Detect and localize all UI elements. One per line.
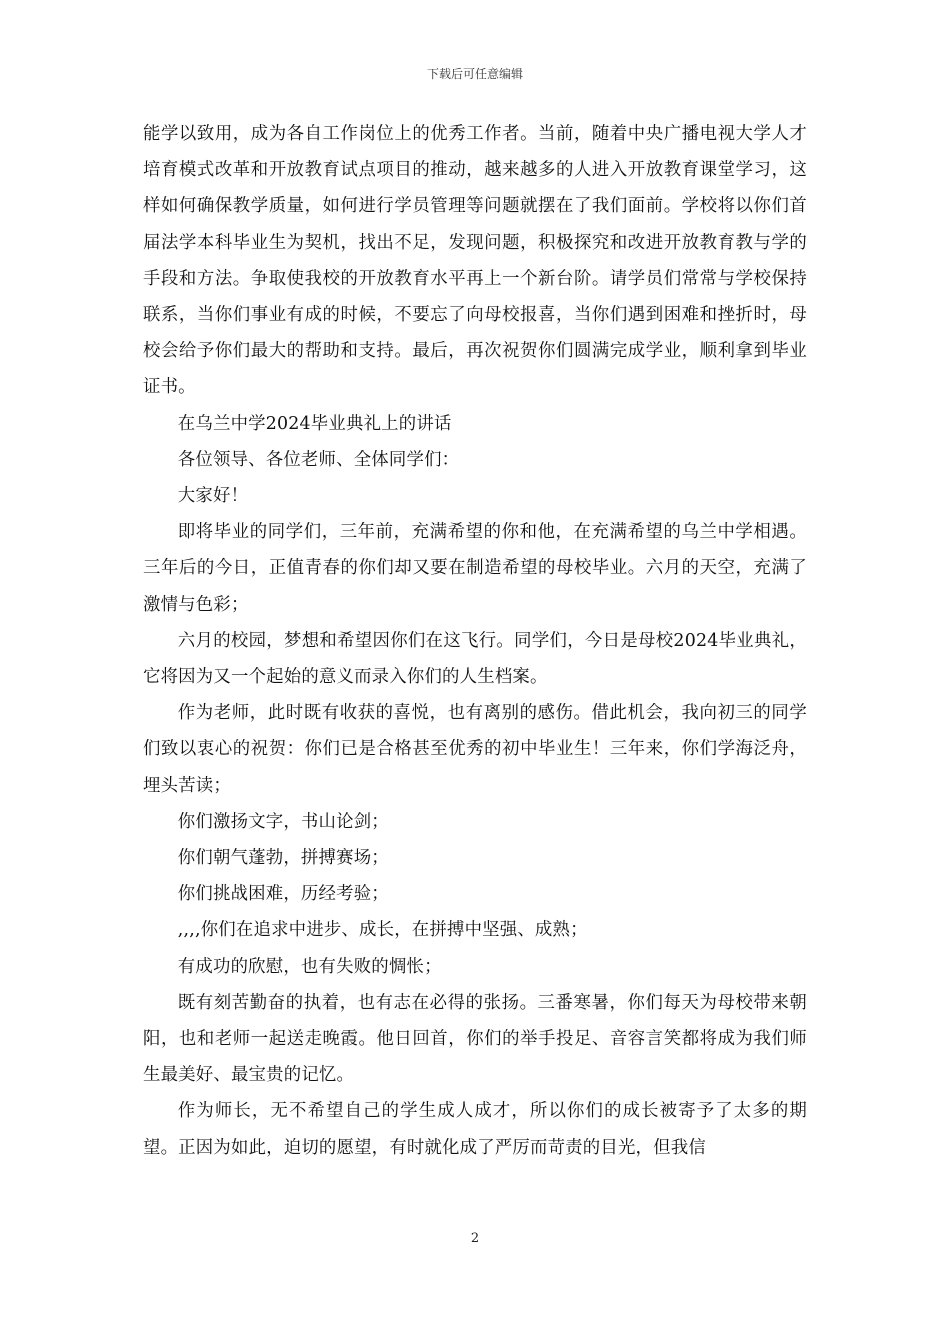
- paragraph: 作为老师，此时既有收获的喜悦，也有离别的感伤。借此机会，我向初三的同学们致以衷心的祝贺：你们已是合格甚至优秀的初中毕业生！三年来，你们学海泛舟，埋头苦读；: [143, 703, 807, 796]
- paragraph: 既有刻苦勤奋的执着，也有志在必得的张扬。三番寒暑，你们每天为母校带来朝阳，也和老师一起送走晚霞。他日回首，你们的举手投足、音容言笑都将成为我们师生最美好、最宝贵的记忆。: [143, 992, 807, 1086]
- paragraph: 你们挑战困难，历经考验；: [177, 884, 389, 905]
- page-header: 下载后可任意编辑: [426, 67, 523, 81]
- speech-title: 在乌兰中学2024毕业典礼上的讲话: [177, 413, 452, 434]
- paragraph: 作为师长，无不希望自己的学生成人成才，所以你们的成长被寄予了太多的期望。正因为如此，迫切的愿望，有时就化成了严厉而苛责的目光，但我信: [143, 1101, 807, 1158]
- paragraph: 你们激扬文字，书山论剑；: [177, 811, 389, 832]
- paragraph-continued: 能学以致用，成为各自工作岗位上的优秀工作者。当前，随着中央广播电视大学人才培育模式改革和开放教育试点项目的推动，越来越多的人进入开放教育课堂学习，这样如何确保教学质量，如何进行学员管理等问题就摆在了我们面前。学校将以你们首届法学本科毕业生为契机，找出不足，发现问题，积极探究和改进开放教育教与学的手段和方法。争取使我校的开放教育水平再上一个新台阶。请学员们常常与学校保持联系，当你们事业有成的时候，不要忘了向母校报喜，当你们遇到困难和挫折时，母校会给予你们最大的帮助和支持。最后，再次祝贺你们圆满完成学业，顺利拿到毕业证书。: [143, 124, 807, 398]
- paragraph: ,,,,你们在追求中进步、成长，在拼搏中坚强、成熟；: [177, 920, 588, 941]
- paragraph: 六月的校园，梦想和希望因你们在这飞行。同学们，今日是母校2024毕业典礼，它将因为又一个起始的意义而录入你们的人生档案。: [143, 630, 807, 688]
- paragraph: 即将毕业的同学们，三年前，充满希望的你和他，在充满希望的乌兰中学相遇。三年后的今日，正值青春的你们却又要在制造希望的母校毕业。六月的天空，充满了激情与色彩；: [143, 522, 807, 615]
- document-body: [143, 116, 807, 1166]
- greeting: 大家好！: [177, 486, 249, 507]
- paragraph: 你们朝气蓬勃，拼搏赛场；: [177, 848, 389, 869]
- salutation: 各位领导、各位老师、全体同学们：: [177, 449, 460, 470]
- paragraph: 有成功的欣慰，也有失败的惆怅；: [177, 956, 442, 977]
- page-number: 2: [470, 1231, 480, 1246]
